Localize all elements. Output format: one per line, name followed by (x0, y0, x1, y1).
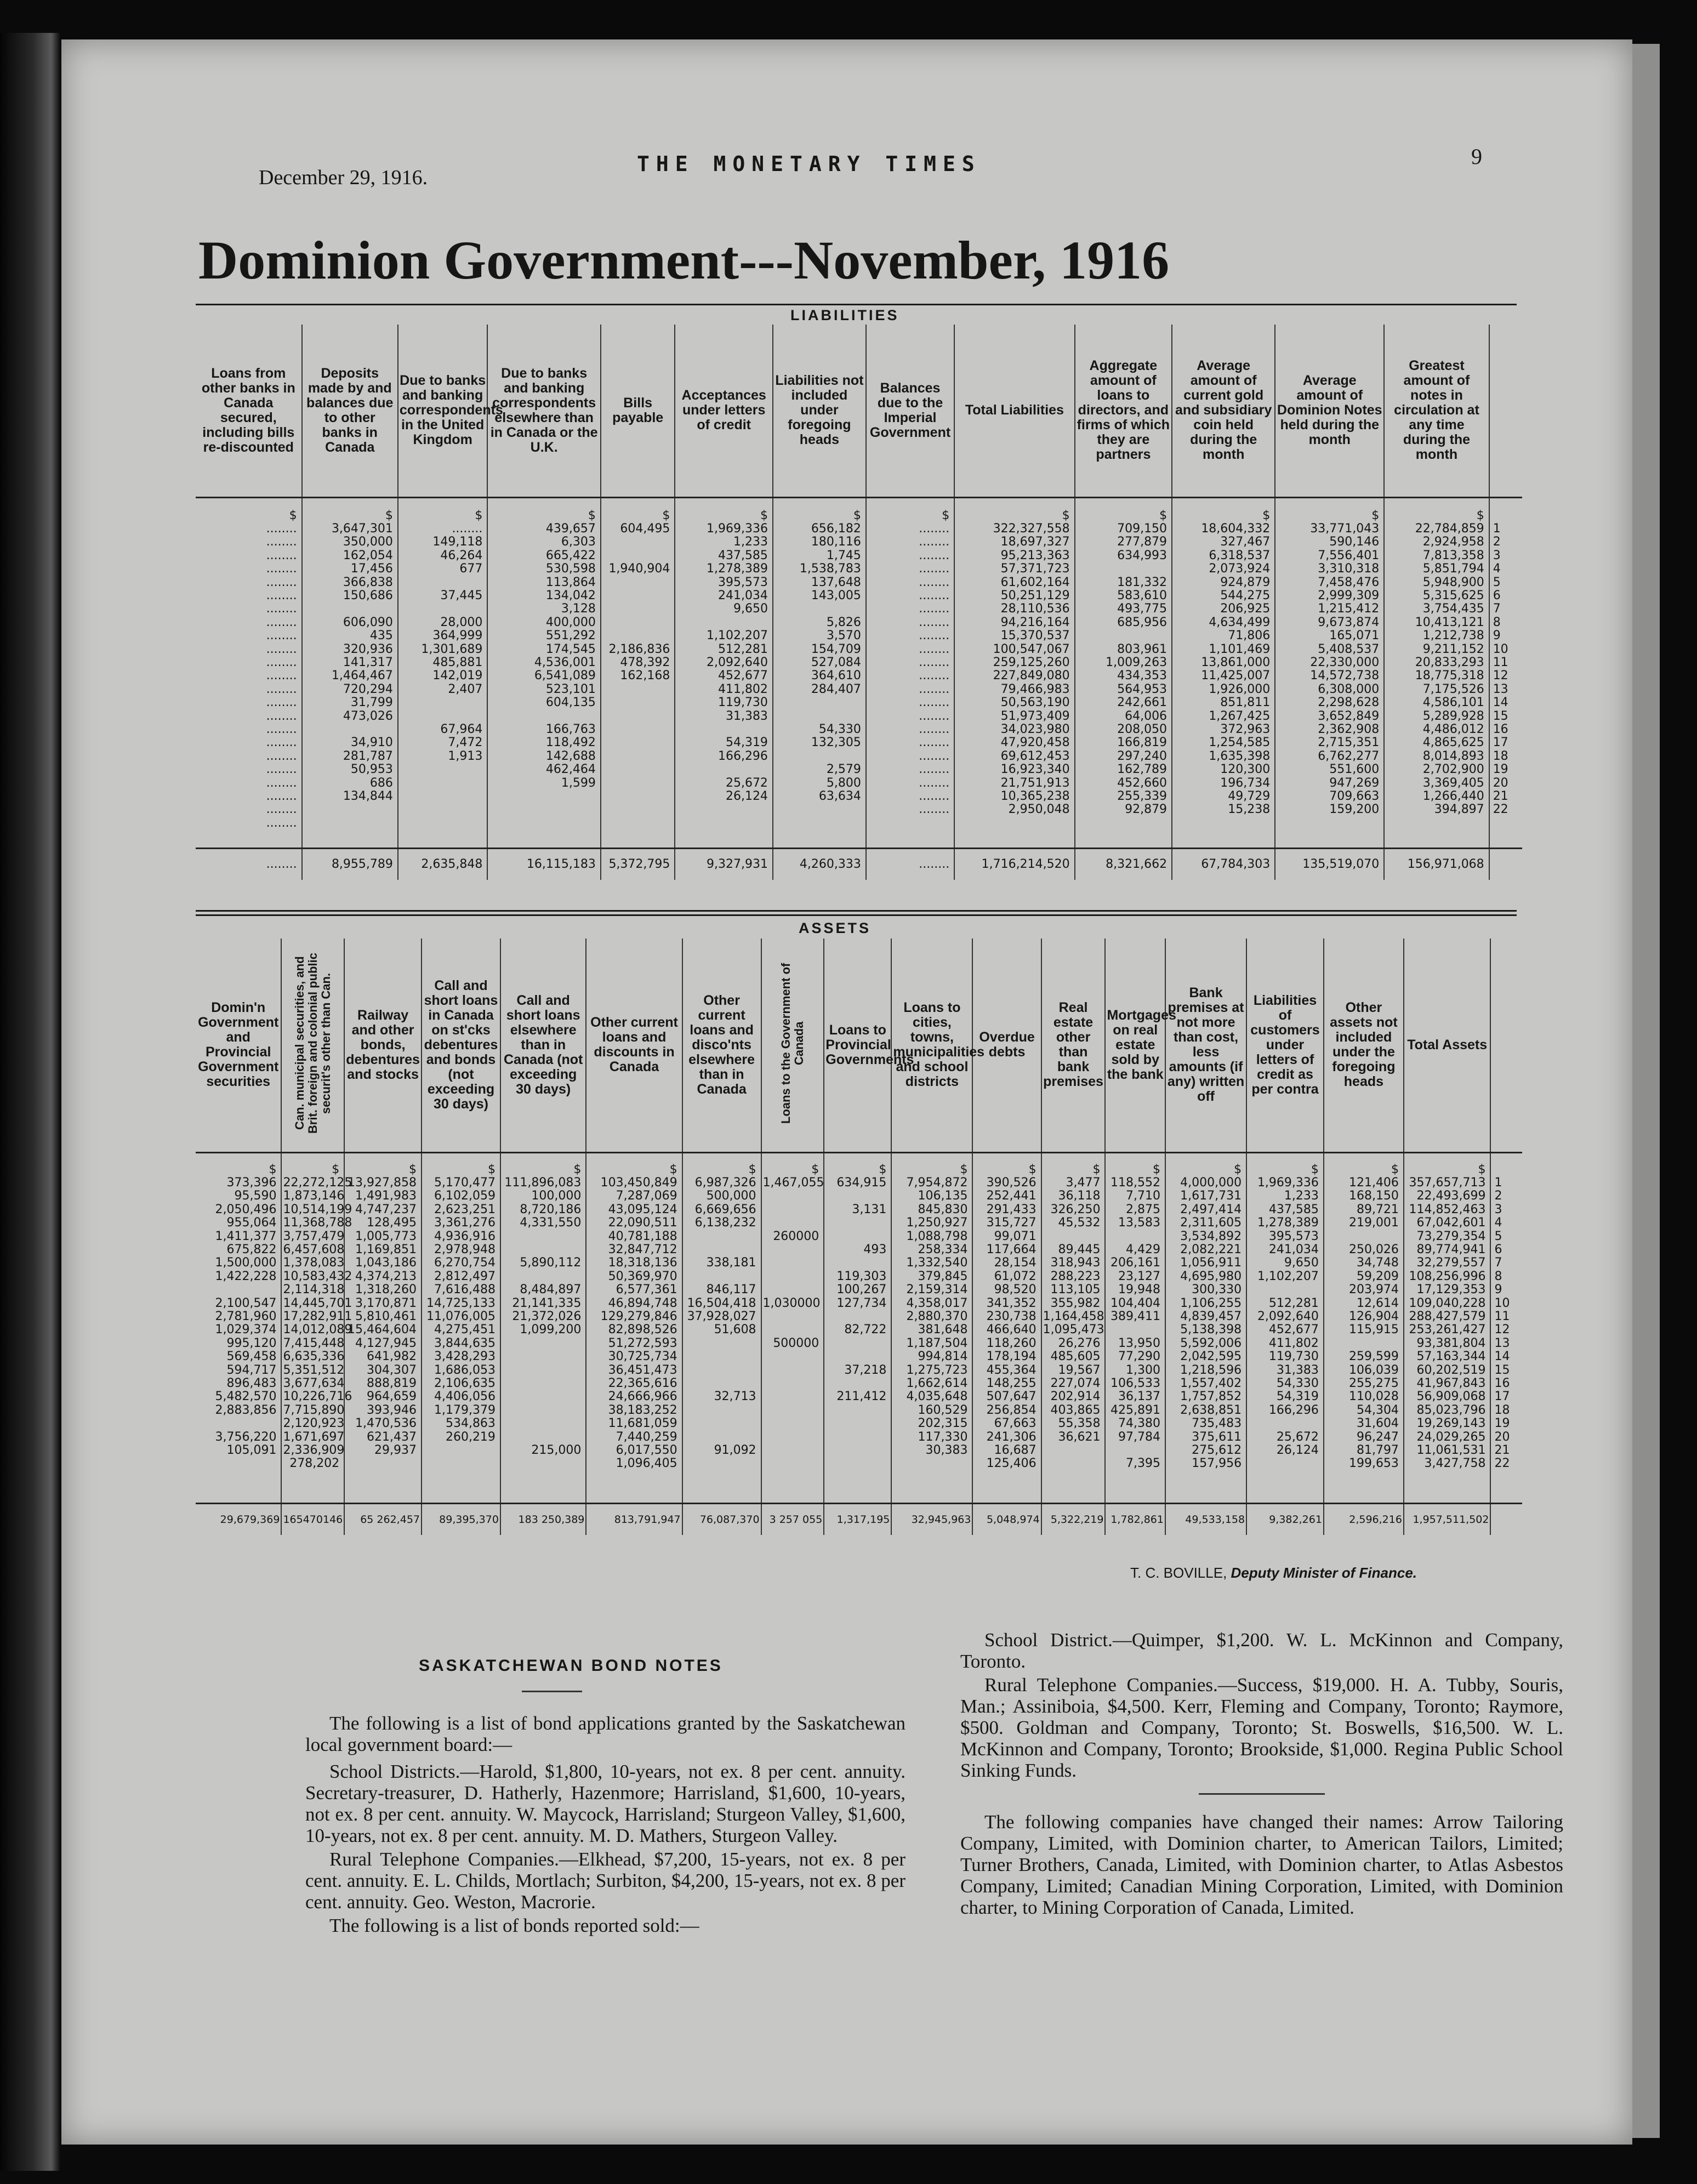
publication-name: THE MONETARY TIMES (637, 152, 981, 176)
liab-row-numbers: 1 2 3 4 5 6 7 8 9 10 11 12 13 14 15 16 17 18 19 20 21 22 (1489, 497, 1522, 848)
asset-total: 49,533,158 (1165, 1503, 1246, 1535)
signature-name: T. C. BOVILLE, (1130, 1565, 1227, 1581)
liab-total: 156,971,068 (1384, 848, 1489, 880)
liab-total: 135,519,070 (1275, 848, 1384, 880)
article-paragraph: School Districts.—Harold, $1,800, 10-years, not ex. 8 per cent. annuity. Secretary-treasurer, D. Hatherly, Hazenmore; Harrisland, $1,600, 10-years, not ex. 8 per cent. annuity. W. Maycock, Harrisland; Sturgeon Valley, $1,600, 10-years, not ex. 8 per cent. annuity. M. D. Mathers, Sturgeon Valley. (305, 1761, 906, 1846)
assets-data-row (196, 1152, 1522, 1503)
liab-col-values: $ ........ 149,118 46,264 677 37,445 28,000 364,999 1,301,689 485,881 142,019 2,407 67,964 7,472 1,913 (398, 497, 487, 848)
asset-col-values: $ 634,915 3,131 493 119,303 100,267 127,734 82,722 37,218 211,412 (824, 1152, 891, 1503)
page-title: Dominion Government---November, 1916 (198, 230, 1170, 291)
asset-total: 1,957,511,502 (1404, 1503, 1491, 1535)
liab-total: 2,635,848 (398, 848, 487, 880)
asset-col-values: $ 103,450,849 7,287,069 43,095,124 22,090,511 40,781,188 32,847,712 18,318,136 50,369,970 6,577,361 46,894,748 129,279,846 82,898,526 51,272,593 30,725,734 36,451,473 22,365,616 24,666,966 38,183,252 11,681,059 7,440,259 6,017,550 1,096,405 (586, 1152, 682, 1503)
asset-col-header: Total Assets (1404, 939, 1491, 1152)
row-number-header (1490, 939, 1522, 1152)
liab-col-values: $ 604,495 1,940,904 2,186,836 478,392 162,168 (601, 497, 675, 848)
article-left-column (305, 1713, 906, 1938)
liab-col-header: Due to banks and banking correspondents in the United Kingdom (398, 325, 487, 497)
liab-col-values: $ ........ ........ ........ ........ ........ ........ ........ ........ ........ ........ ........ ........ ........ ........ ........ ........ ........ ........ ........ ........ ........ ........ ........ (266, 508, 297, 830)
asset-col-header: Can. municipal securities, and Brit. foreign and colonial public securit's other than Can. (292, 953, 333, 1134)
liab-col-header: Greatest amount of notes in circulation at any time during the month (1384, 325, 1489, 497)
assets-totals-row (196, 1503, 1522, 1535)
liab-total: 1,716,214,520 (954, 848, 1074, 880)
liab-col-header: Average amount of Dominion Notes held during the month (1275, 325, 1384, 497)
assets-table (196, 939, 1522, 1535)
asset-col-values: $ 13,927,858 1,491,983 4,747,237 128,495 1,005,773 1,169,851 1,043,186 4,374,213 1,318,260 3,170,871 5,810,461 15,464,604 4,127,945 641,982 304,307 888,819 964,659 393,946 1,470,536 621,437 29,937 (344, 1152, 422, 1503)
asset-col-header: Other current loans and discounts in Canada (586, 939, 682, 1152)
asset-col-values: $ 118,552 7,710 2,875 13,583 4,429 206,161 23,127 19,948 104,404 389,411 13,950 77,290 1,300 106,533 36,137 425,891 74,380 97,784 7,395 (1105, 1152, 1165, 1503)
liab-total: 9,327,931 (675, 848, 773, 880)
asset-col-values: $ 1,969,336 1,233 437,585 1,278,389 395,573 241,034 9,650 1,102,207 512,281 2,092,640 452,677 411,802 119,730 31,383 54,330 54,319 166,296 25,672 26,124 (1246, 1152, 1324, 1503)
liab-total: ........ (196, 848, 302, 880)
assets-rule-top-2 (196, 914, 1517, 916)
signature (1130, 1565, 1417, 1582)
liab-total: 16,115,183 (487, 848, 601, 880)
asset-total: 5,048,974 (972, 1503, 1041, 1535)
liab-total: 8,321,662 (1075, 848, 1172, 880)
asset-col-values: $ 121,406 168,150 89,721 219,001 250,026 34,748 59,209 203,974 12,614 126,904 115,915 259,599 106,039 255,275 110,028 54,304 31,604 96,247 81,797 199,653 (1324, 1152, 1404, 1503)
assets-rule-top (196, 910, 1517, 912)
liab-col-values: $ 322,327,558 18,697,327 95,213,363 57,371,723 61,602,164 50,251,129 28,110,536 94,216,164 15,370,537 100,547,067 259,125,260 227,849,080 79,466,983 50,563,190 51,973,409 34,023,980 47,920,458 69,612,453 16,923,340 21,751,913 10,365,238 2,950,048 (954, 497, 1074, 848)
asset-col-values: $ 5,170,477 6,102,059 2,623,251 3,361,276 4,936,916 2,978,948 6,270,754 2,812,497 7,616,488 14,725,133 11,076,005 4,275,451 3,844,635 3,428,293 1,686,053 2,106,635 4,406,056 1,179,379 534,863 260,219 (422, 1152, 500, 1503)
asset-total: 89,395,370 (422, 1503, 500, 1535)
liabilities-table (196, 325, 1522, 880)
liab-col-header: Aggregate amount of loans to directors, and firms of which they are partners (1075, 325, 1172, 497)
asset-col-header: Other assets not included under the foregoing heads (1324, 939, 1404, 1152)
liabilities-header-row (196, 325, 1522, 497)
asset-col-header: Loans to cities, towns, municipalities and school districts (891, 939, 972, 1152)
article-heading: SASKATCHEWAN BOND NOTES (419, 1657, 723, 1675)
liab-col-values: $ 709,150 277,879 634,993 181,332 583,610 493,775 685,956 803,961 1,009,263 434,353 564,953 242,661 64,006 208,050 166,819 297,240 162,789 452,660 255,339 92,879 (1075, 497, 1172, 848)
signature-title: Deputy Minister of Finance. (1231, 1565, 1417, 1581)
asset-total: 65 262,457 (344, 1503, 422, 1535)
liab-col-header: Total Liabilities (954, 325, 1074, 497)
asset-total: 813,791,947 (586, 1503, 682, 1535)
asset-col-values: $ 22,272,125 1,873,146 10,514,199 11,368,788 3,757,479 6,457,608 1,378,083 10,583,432 2,114,318 14,445,701 17,282,911 14,012,089 7,415,448 6,635,336 5,351,512 3,677,634 10,226,716 7,715,890 2,120,923 1,671,697 2,336,909 278,202 (281, 1152, 344, 1503)
liab-col-values: $ 656,182 180,116 1,745 1,538,783 137,648 143,005 5,826 3,570 154,709 527,084 364,610 284,407 54,330 132,305 2,579 5,800 63,634 (773, 497, 866, 848)
page-number: 9 (1471, 144, 1482, 169)
asset-total: 3 257 055 (761, 1503, 824, 1535)
asset-total-spacer (1490, 1503, 1522, 1535)
liab-col-header: Loans from other banks in Canada secured, including bills re-discounted (196, 325, 302, 497)
page-right-edge (1632, 44, 1660, 2138)
assets-header-row (196, 939, 1522, 1152)
article-paragraph: The following is a list of bond applications granted by the Saskatchewan local government board:— (305, 1713, 906, 1755)
asset-col-header: Overdue debts (972, 939, 1041, 1152)
asset-total: 32,945,963 (891, 1503, 972, 1535)
asset-col-header: Loans to the Government of Canada (778, 963, 806, 1124)
book-spine-edge (0, 33, 60, 2171)
asset-col-header: Other current loans and disco'nts elsewhere than in Canada (682, 939, 761, 1152)
liab-col-values: $ 33,771,043 590,146 7,556,401 3,310,318 7,458,476 2,999,309 1,215,412 9,673,874 165,071 5,408,537 22,330,000 14,572,738 6,308,000 2,298,628 3,652,849 2,362,908 2,715,351 6,762,277 551,600 947,269 709,663 159,200 (1275, 497, 1384, 848)
liab-col-values: $ 1,969,336 1,233 437,585 1,278,389 395,573 241,034 9,650 1,102,207 512,281 2,092,640 452,677 411,802 119,730 31,383 54,319 166,296 25,672 26,124 (675, 497, 773, 848)
section-divider (1199, 1793, 1325, 1795)
liabilities-rule (196, 304, 1517, 305)
liab-col-values: $ 22,784,859 2,924,958 7,813,358 5,851,794 5,948,900 5,315,625 3,754,435 10,413,121 1,212,738 9,211,152 20,833,293 18,775,318 7,175,526 4,586,101 5,289,928 4,486,012 4,865,625 8,014,893 2,702,900 3,369,405 1,266,440 394,897 (1384, 497, 1489, 848)
assets-label: ASSETS (799, 920, 872, 936)
liab-total: 5,372,795 (601, 848, 675, 880)
asset-col-values: $ 6,987,326 500,000 6,669,656 6,138,232 338,181 846,117 16,504,418 37,928,027 51,608 32,713 91,092 (682, 1152, 761, 1503)
asset-total: 1,317,195 (824, 1503, 891, 1535)
article-paragraph: The following companies have changed their names: Arrow Tailoring Company, Limited, with Dominion charter, to American Tailors, Limited; Turner Brothers, Canada, Limited, with Dominion charter, to Atlas Asbestos Company, Limited; Canadian Mining Corporation, Limited, with Dominion charter, to Mining Corporation of Canada, Limited. (960, 1811, 1563, 1918)
liab-col-values: $ 3,647,301 350,000 162,054 17,456 366,838 150,686 606,090 435 320,936 141,317 1,464,467 720,294 31,799 473,026 34,910 281,787 50,953 686 134,844 (302, 497, 398, 848)
asset-col-values: $ 4,000,000 1,617,731 2,497,414 2,311,605 3,534,892 2,082,221 1,056,911 4,695,980 300,330 1,106,255 4,839,457 5,138,398 5,592,006 2,042,595 1,218,596 1,557,402 1,757,852 2,638,851 735,483 375,611 275,612 157,956 (1165, 1152, 1246, 1503)
asset-col-values: $ 3,477 36,118 326,250 45,532 89,445 318,943 288,223 113,105 355,982 1,164,458 1,095,473 26,276 485,605 19,567 227,074 202,914 403,865 55,358 36,621 (1041, 1152, 1106, 1503)
article-paragraph: The following is a list of bonds reported sold:— (329, 1915, 699, 1936)
issue-date: December 29, 1916. (259, 166, 428, 189)
liab-col-header: Acceptances under letters of credit (675, 325, 773, 497)
newspaper-page (61, 39, 1632, 2145)
asset-col-header: Bank premises at not more than cost, less amounts (if any) written off (1165, 939, 1246, 1152)
asset-col-header: Loans to Provincial Governments (824, 939, 891, 1152)
liab-col-header: Balances due to the Imperial Government (866, 325, 954, 497)
liabilities-data-row (196, 497, 1522, 848)
asset-total: 2,596,216 (1324, 1503, 1404, 1535)
asset-col-values: $ 111,896,083 100,000 8,720,186 4,331,550 5,890,112 8,484,897 21,141,335 21,372,026 1,099,200 215,000 (500, 1152, 586, 1503)
asset-col-values: $ 390,526 252,441 291,433 315,727 99,071 117,664 28,154 61,072 98,520 341,352 230,738 466,640 118,260 178,194 455,364 148,255 507,647 256,854 67,663 241,306 16,687 125,406 (972, 1152, 1041, 1503)
article-paragraph: Rural Telephone Companies.—Elkhead, $7,200, 15-years, not ex. 8 per cent. annuity. E. L. Childs, Mortlach; Surbiton, $4,200, 15-years, not ex. 8 per cent. annuity. Geo. Weston, Macrorie. (305, 1849, 906, 1913)
asset-total: 1,782,861 (1105, 1503, 1165, 1535)
liab-total: ........ (866, 848, 954, 880)
asset-total: 76,087,370 (682, 1503, 761, 1535)
asset-row-numbers: 1 2 3 4 5 6 7 8 9 10 11 12 13 14 15 16 17 18 19 20 21 22 (1490, 1152, 1522, 1503)
asset-total: 165470146 (281, 1503, 344, 1535)
liab-col-header: Average amount of current gold and subsidiary coin held during the month (1172, 325, 1275, 497)
asset-col-header: Mortgages on real estate sold by the bank (1105, 939, 1165, 1152)
liabilities-label: LIABILITIES (790, 307, 899, 323)
liab-total: 67,784,303 (1172, 848, 1275, 880)
article-paragraph: School District.—Quimper, $1,200. W. L. McKinnon and Company, Toronto. (960, 1629, 1563, 1672)
asset-total: 9,382,261 (1246, 1503, 1324, 1535)
liab-total: 8,955,789 (302, 848, 398, 880)
liab-total: 4,260,333 (773, 848, 866, 880)
asset-col-values: $ 1,467,055 260000 1,030000 500000 (761, 1152, 824, 1503)
asset-col-values: $ 7,954,872 106,135 845,830 1,250,927 1,088,798 258,334 1,332,540 379,845 2,159,314 4,358,017 2,880,370 381,648 1,187,504 994,814 1,275,723 1,662,614 4,035,648 160,529 202,315 117,330 30,383 (891, 1152, 972, 1503)
asset-col-header: Railway and other bonds, debentures and stocks (344, 939, 422, 1152)
article-right-column (960, 1629, 1563, 1920)
asset-col-header-vertical (761, 939, 824, 1152)
asset-col-values: $ 357,657,713 22,493,699 114,852,463 67,042,601 73,279,354 89,774,941 32,279,557 108,256,996 17,129,353 109,040,228 288,427,579 253,261,427 93,381,804 57,163,344 60,202,519 41,967,843 56,909,068 85,023,796 19,269,143 24,029,265 11,061,531 3,427,758 (1404, 1152, 1491, 1503)
asset-col-header: Call and short loans elsewhere than in Canada (not exceeding 30 days) (500, 939, 586, 1152)
liab-col-header: Deposits made by and balances due to other banks in Canada (302, 325, 398, 497)
liab-col-header: Bills payable (601, 325, 675, 497)
asset-col-header: Domin'n Government and Provincial Government securities (196, 939, 281, 1152)
asset-total: 183 250,389 (500, 1503, 586, 1535)
liabilities-totals-row (196, 848, 1522, 880)
heading-divider (522, 1691, 582, 1692)
liab-col-values: $ ........ ........ ........ ........ ........ ........ ........ ........ ........ ........ ........ ........ ........ ........ ........ ........ ........ ........ ........ ........ ........ ........ (866, 497, 954, 848)
liab-col-header: Liabilities not included under foregoing heads (773, 325, 866, 497)
asset-total: 5,322,219 (1041, 1503, 1106, 1535)
asset-col-values: $ 373,396 95,590 2,050,496 955,064 1,411,377 675,822 1,500,000 1,422,228 2,100,547 2,781,960 1,029,374 995,120 569,458 594,717 896,483 5,482,570 2,883,856 3,756,220 105,091 (215, 1162, 277, 1458)
asset-total: 29,679,369 (196, 1503, 281, 1535)
liab-col-values: $ 439,657 6,303 665,422 530,598 113,864 134,042 3,128 400,000 551,292 174,545 4,536,001 6,541,089 523,101 604,135 166,763 118,492 142,688 462,464 1,599 (487, 497, 601, 848)
row-number-header (1489, 325, 1522, 497)
article-paragraph: Rural Telephone Companies.—Success, $19,000. H. A. Tubby, Souris, Man.; Assiniboia, $4,500. Kerr, Fleming and Company, Toronto; Raymore, $500. Goldman and Company, Toronto; St. Boswells, $16,500. W. L. McKinnon and Company, Toronto; Brookside, $1,000. Regina Public School Sinking Funds. (960, 1674, 1563, 1781)
asset-col-header: Liabilities of customers under letters of credit as per contra (1246, 939, 1324, 1152)
liab-col-values: $ 18,604,332 327,467 6,318,537 2,073,924 924,879 544,275 206,925 4,634,499 71,806 1,101,469 13,861,000 11,425,007 1,926,000 851,811 1,267,425 372,963 1,254,585 1,635,398 120,300 196,734 49,729 15,238 (1172, 497, 1275, 848)
liab-total-spacer (1489, 848, 1522, 880)
liab-col-header: Due to banks and banking correspondents elsewhere than in Canada or the U.K. (487, 325, 601, 497)
asset-col-header: Call and short loans in Canada on st'cks debentures and bonds (not exceeding 30 days) (422, 939, 500, 1152)
asset-col-header-vertical (281, 939, 344, 1152)
asset-col-header: Real estate other than bank premises (1041, 939, 1106, 1152)
